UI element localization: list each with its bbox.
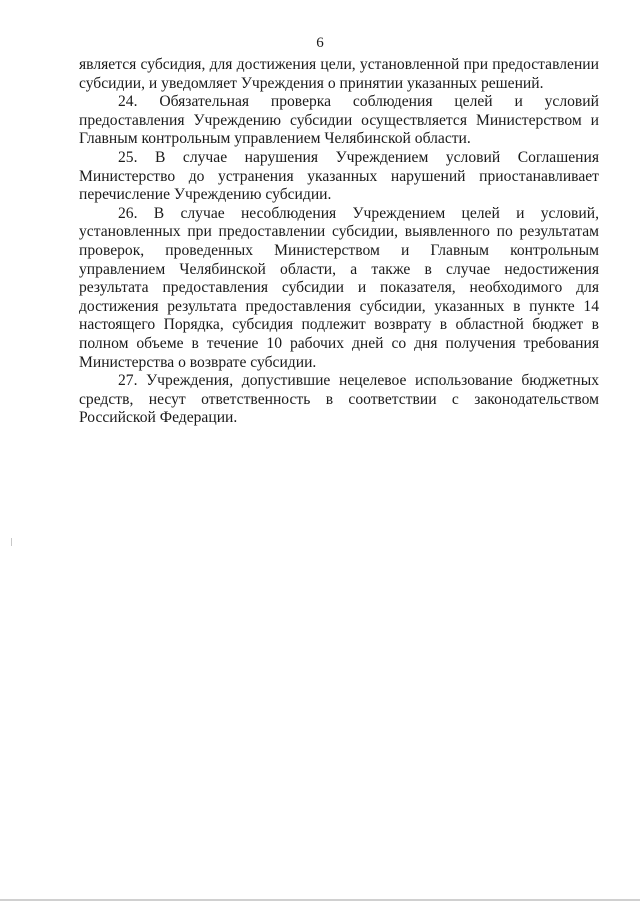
scan-bottom-edge (0, 899, 640, 901)
paragraph-item-25: 25. В случае нарушения Учреждением условий Соглашения Министерство до устранения указанных нарушений приостанавливает перечисление Учреждению субсидии. (79, 148, 599, 204)
document-body (79, 56, 599, 428)
page-number: 6 (316, 35, 324, 51)
paragraph-item-27: 27. Учреждения, допустившие нецелевое использование бюджетных средств, несут ответственность в соответствии с законодательством Российской Федерации. (79, 372, 599, 427)
paragraph-continuation: является субсидия, для достижения цели, установленной при предоставлении субсидии, и уведомляет Учреждения о принятии указанных решений. (79, 56, 599, 92)
paragraph-item-24: 24. Обязательная проверка соблюдения целей и условий предоставления Учреждению субсидии осуществляется Министерством и Главным контрольным управлением Челябинской области. (79, 93, 599, 148)
paragraph-item-26: 26. В случае несоблюдения Учреждением целей и условий, установленных при предоставлении субсидии, выявленного по результатам проверок, проведенных Министерством и Главным контрольным управлением Челябинской области, а также в случае недостижения результата предоставления субсидии и показателя, необходимого для достижения результата предоставления субсидии, указанных в пункте 14 настоящего Порядка, субсидия подлежит возврату в областной бюджет в полном объеме в течение 10 рабочих дней со дня получения требования Министерства о возврате субсидии. (79, 204, 599, 371)
scan-margin-mark (11, 538, 12, 546)
